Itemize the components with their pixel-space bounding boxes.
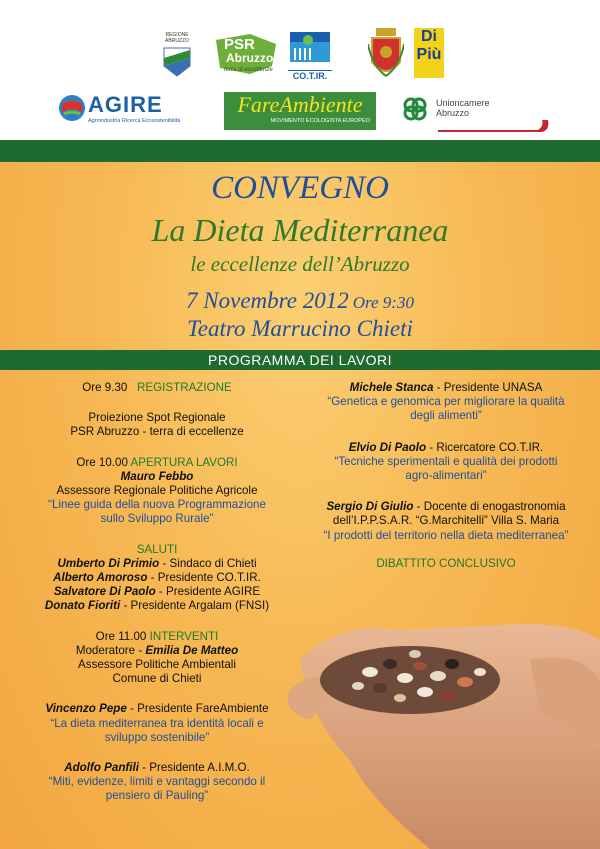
febbo-quote-line1: “Linee guida della nuova Programmazione bbox=[48, 498, 266, 512]
spot-block bbox=[12, 411, 302, 439]
digiulio-role: - Docente di enogastronomia bbox=[413, 500, 566, 514]
digiulio-block bbox=[300, 500, 592, 543]
pepe-quote-line1: “La dieta mediterranea tra identità locali e bbox=[50, 716, 264, 730]
saluti-4-role: - Presidente Argalam (FNSI) bbox=[120, 599, 270, 613]
stanca-block bbox=[300, 381, 592, 424]
saluti-3-role: - Presidente AGIRE bbox=[155, 585, 261, 599]
saluti-2-role: - Presidente CO.T.IR. bbox=[147, 571, 261, 585]
program-left-column bbox=[12, 381, 302, 812]
registration-label: REGISTRAZIONE bbox=[137, 381, 232, 394]
febbo-quote-line2: sullo Sviluppo Rurale” bbox=[100, 512, 214, 526]
saluti-row-4 bbox=[12, 599, 302, 613]
interventi-label: INTERVENTI bbox=[149, 629, 219, 643]
moderator-role1: Assessore Politiche Ambientali bbox=[78, 658, 236, 672]
psr-logo-line2: Abruzzo bbox=[226, 51, 274, 65]
dipaolo-quote-line2: agro-alimentari” bbox=[405, 469, 487, 483]
digiulio-line bbox=[300, 500, 592, 514]
unioncamere-logo-line2: Abruzzo bbox=[436, 108, 470, 118]
moderator-role2: Comune di Chieti bbox=[112, 672, 202, 686]
regione-emblem-icon bbox=[160, 44, 194, 80]
psr-abruzzo-logo bbox=[210, 30, 282, 78]
panfili-name: Adolfo Panfili bbox=[64, 761, 139, 775]
programma-band bbox=[0, 350, 600, 370]
registration-block bbox=[12, 381, 302, 395]
saluti-block bbox=[12, 543, 302, 614]
top-green-band bbox=[0, 140, 600, 162]
digiulio-quote: “I prodotti del territorio nella dieta mediterranea” bbox=[323, 528, 569, 542]
fareambiente-logo-name: FareAmbiente bbox=[237, 92, 363, 117]
panfili-quote-line2: pensiero di Pauling” bbox=[105, 789, 209, 803]
logo-strip bbox=[0, 0, 600, 140]
fareambiente-logo bbox=[224, 92, 376, 130]
stanca-name: Michele Stanca bbox=[349, 381, 434, 394]
saluti-row-1 bbox=[12, 557, 302, 571]
hands-with-beans-image bbox=[280, 600, 600, 849]
panfili-block bbox=[12, 761, 302, 804]
saluti-1-name: Umberto Di Primio bbox=[57, 556, 160, 570]
agire-logo-name: AGIRE bbox=[88, 92, 163, 117]
pepe-name: Vincenzo Pepe bbox=[45, 702, 127, 716]
saluti-row-3 bbox=[12, 585, 302, 599]
event-title: La Dieta Mediterranea bbox=[151, 212, 449, 248]
saluti-1-role: - Sindaco di Chieti bbox=[159, 556, 257, 570]
moderator-line bbox=[12, 644, 302, 658]
interventi-block bbox=[12, 630, 302, 687]
digiulio-name: Sergio Di Giulio bbox=[326, 500, 414, 514]
cotir-emblem-icon bbox=[288, 30, 332, 64]
event-date: 7 Novembre 2012 bbox=[186, 288, 349, 313]
pepe-quote-line2: sviluppo sostenibile” bbox=[104, 730, 210, 744]
saluti-4-name: Donato Fioriti bbox=[44, 599, 121, 613]
unioncamere-knot-icon bbox=[402, 96, 428, 122]
digiulio-role-line2: dell’I.P.P.S.A.R. “G.Marchitelli” Villa S. Maria bbox=[332, 514, 560, 528]
registration-line bbox=[12, 381, 302, 395]
dipaolo-block bbox=[300, 441, 592, 484]
dipiu-logo-line2: Più bbox=[416, 46, 442, 63]
panfili-line bbox=[12, 761, 302, 775]
moderator-label: Moderatore - bbox=[75, 643, 146, 657]
cotir-logo bbox=[288, 30, 336, 80]
cotir-logo-label: CO.T.IR. bbox=[288, 70, 332, 81]
dibattito-label: DIBATTITO CONCLUSIVO bbox=[376, 556, 516, 570]
agire-globe-icon bbox=[58, 94, 86, 122]
fareambiente-logo-subtitle: MOVIMENTO ECOLOGISTA EUROPEO bbox=[270, 118, 370, 124]
pepe-line bbox=[12, 702, 302, 716]
dipaolo-quote-line1: “Tecniche sperimentali e qualità dei prodotti bbox=[334, 454, 558, 468]
panfili-role: - Presidente A.I.M.O. bbox=[138, 761, 250, 775]
spot-line1: Proiezione Spot Regionale bbox=[88, 411, 226, 425]
event-datetime bbox=[0, 288, 600, 314]
unioncamere-logo-line1: Unioncamere bbox=[436, 98, 490, 108]
dipaolo-role: - Ricercatore CO.T.IR. bbox=[426, 440, 544, 454]
dipiu-logo bbox=[414, 28, 444, 78]
event-time: Ore 9:30 bbox=[352, 293, 414, 312]
stanca-role: - Presidente UNASA bbox=[433, 381, 543, 394]
dipaolo-name: Elvio Di Paolo bbox=[348, 440, 427, 454]
coat-of-arms-icon bbox=[368, 26, 404, 82]
saluti-row-2 bbox=[12, 571, 302, 585]
regione-logo-line1: REGIONE bbox=[165, 32, 189, 38]
unioncamere-swoosh-icon bbox=[438, 120, 578, 132]
program-right-column bbox=[300, 381, 592, 571]
opening-label: APERTURA LAVORI bbox=[130, 455, 238, 469]
agire-logo bbox=[58, 92, 198, 128]
regione-logo-line2: ABRUZZO bbox=[165, 38, 189, 44]
saluti-label: SALUTI bbox=[136, 542, 178, 556]
spot-line2: PSR Abruzzo - terra di eccellenze bbox=[70, 425, 244, 439]
interventi-time: Ore 11.00 bbox=[95, 629, 147, 643]
agire-logo-subtitle: Agroindustria Ricerca Ecosostenibilità bbox=[88, 118, 181, 124]
pepe-role: - Presidente FareAmbiente bbox=[126, 702, 269, 716]
saluti-2-name: Alberto Amoroso bbox=[53, 571, 148, 585]
moderator-name: Emilia De Matteo bbox=[145, 643, 239, 657]
psr-logo-tagline: terra di eccellenze bbox=[224, 67, 273, 73]
stanca-line bbox=[300, 381, 592, 395]
saluti-3-name: Salvatore Di Paolo bbox=[53, 585, 156, 599]
registration-time: Ore 9.30 bbox=[82, 381, 128, 394]
chieti-coat-of-arms-logo bbox=[368, 26, 404, 82]
febbo-role: Assessore Regionale Politiche Agricole bbox=[56, 484, 258, 498]
pepe-block bbox=[12, 702, 302, 745]
febbo-name: Mauro Febbo bbox=[120, 469, 194, 483]
dipaolo-line bbox=[300, 441, 592, 455]
convegno-heading: CONVEGNO bbox=[211, 170, 389, 206]
psr-logo-line1: PSR bbox=[224, 36, 255, 53]
dipiu-logo-line1: Di bbox=[421, 28, 437, 45]
opening-time: Ore 10.00 bbox=[76, 455, 128, 469]
event-subtitle: le eccellenze dell’Abruzzo bbox=[190, 252, 410, 276]
unioncamere-logo bbox=[402, 96, 542, 132]
stanca-quote-line2: degli alimenti” bbox=[410, 409, 482, 423]
panfili-quote-line1: “Miti, evidenze, limiti e vantaggi secondo il bbox=[48, 775, 266, 789]
interventi-line bbox=[12, 630, 302, 644]
regione-abruzzo-logo bbox=[160, 32, 194, 80]
event-venue: Teatro Marrucino Chieti bbox=[187, 316, 413, 341]
opening-block bbox=[12, 456, 302, 527]
stanca-quote-line1: “Genetica e genomica per migliorare la qualità bbox=[327, 395, 565, 409]
opening-line bbox=[12, 456, 302, 470]
programma-heading: PROGRAMMA DEI LAVORI bbox=[208, 352, 392, 368]
